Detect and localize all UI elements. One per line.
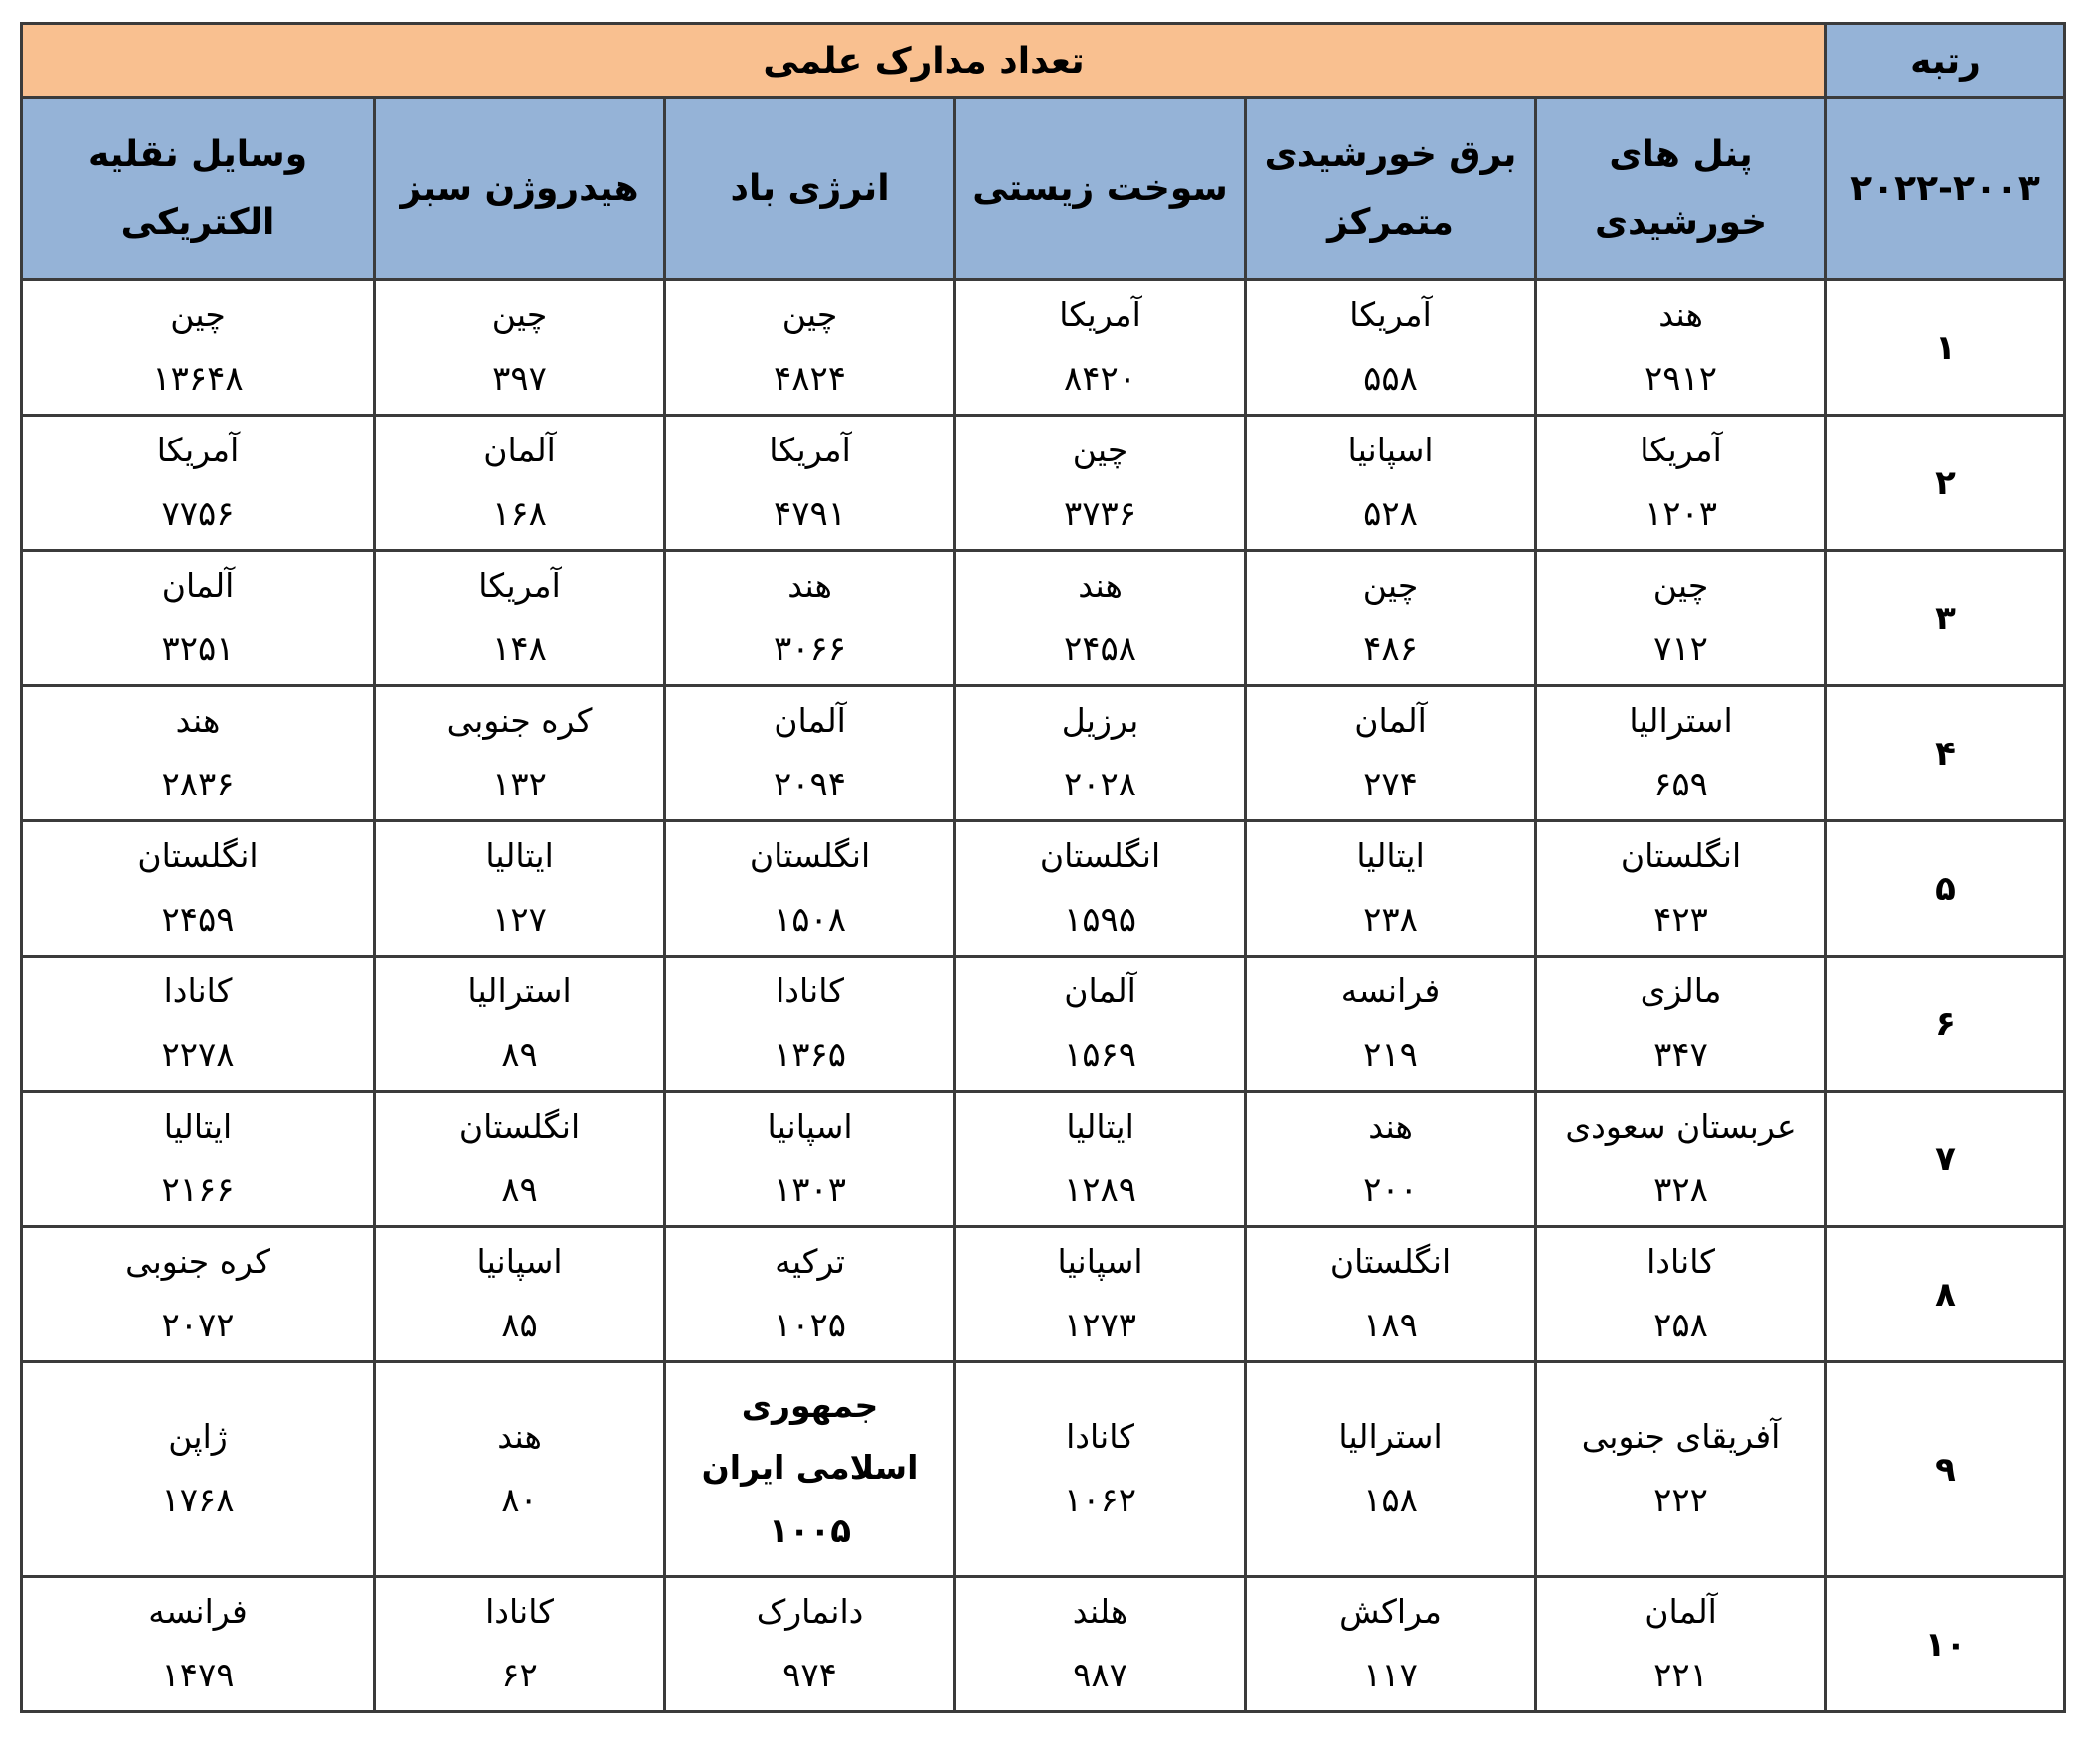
- rank-cell: ۱۰: [1826, 1577, 2065, 1712]
- table-cell: [22, 957, 375, 1092]
- country-name: آلمان: [1645, 1591, 1717, 1631]
- table-cell: [375, 416, 665, 551]
- table-cell: [375, 686, 665, 821]
- table-cell: [1536, 821, 1826, 957]
- table-cell: [22, 1092, 375, 1227]
- table-cell: [1536, 1092, 1826, 1227]
- document-count: ۱۵۶۹: [1064, 1034, 1137, 1075]
- ranking-table: [20, 22, 2066, 1713]
- country-name: چین: [491, 294, 548, 334]
- table-cell: [665, 1362, 955, 1577]
- country-name: کره جنوبی: [125, 1241, 270, 1281]
- document-count: ۳۴۷: [1653, 1034, 1708, 1075]
- table-cell: [665, 821, 955, 957]
- country-name: چین: [1362, 565, 1419, 605]
- document-count: ۹۷۴: [782, 1655, 837, 1695]
- document-count: ۸۹: [501, 1034, 538, 1075]
- table-cell: [1536, 1227, 1826, 1362]
- table-row: [22, 1092, 2065, 1227]
- table-cell: [22, 686, 375, 821]
- table-cell: [665, 551, 955, 686]
- table-cell: [955, 821, 1246, 957]
- table-cell: [1246, 280, 1536, 416]
- document-count: ۱۲۷: [492, 899, 547, 940]
- country-name: آفریقای جنوبی: [1581, 1416, 1781, 1456]
- document-count: ۱۵۰۸: [774, 899, 847, 940]
- header-row-columns: [22, 98, 2065, 280]
- document-count: ۱۸۹: [1363, 1305, 1418, 1345]
- document-count: ۲۱۶۶: [161, 1169, 235, 1210]
- document-count: ۴۷۹۱: [774, 493, 847, 534]
- country-name: استرالیا: [1338, 1416, 1443, 1456]
- document-count: ۱۷۶۸: [161, 1480, 235, 1520]
- table-cell: [22, 1577, 375, 1712]
- column-header-line: خورشیدی: [1594, 202, 1768, 243]
- rank-cell: ۵: [1826, 821, 2065, 957]
- document-count: ۴۸۶: [1363, 628, 1418, 669]
- rank-cell: ۲: [1826, 416, 2065, 551]
- document-count: ۶۲: [501, 1655, 538, 1695]
- country-name: کانادا: [163, 970, 233, 1010]
- column-header-line: برق خورشیدی: [1264, 133, 1517, 175]
- table-cell: [375, 1092, 665, 1227]
- country-name: آمریکا: [769, 430, 851, 469]
- document-count: ۳۰۶۶: [774, 628, 847, 669]
- country-name: آلمان: [1064, 970, 1136, 1010]
- document-count: ۱۳۰۳: [774, 1169, 847, 1210]
- document-count: ۱۳۶۵: [774, 1034, 847, 1075]
- table-cell: [955, 686, 1246, 821]
- country-name: اسپانیا: [1057, 1241, 1143, 1281]
- table-cell: [665, 686, 955, 821]
- document-count: ۱۳۲: [492, 764, 547, 804]
- document-count: ۱۰۶۲: [1064, 1480, 1137, 1520]
- country-name: هند: [175, 700, 221, 740]
- document-count: ۸۹: [501, 1169, 538, 1210]
- rank-cell: ۷: [1826, 1092, 2065, 1227]
- document-count: ۵۵۸: [1363, 358, 1418, 399]
- country-name: برزیل: [1061, 700, 1139, 740]
- column-header-line: انرژی باد: [730, 167, 890, 209]
- table-cell: [1246, 1092, 1536, 1227]
- column-header-solar-panels: [1536, 98, 1826, 280]
- document-count: ۳۲۵۱: [161, 628, 235, 669]
- rank-cell: ۶: [1826, 957, 2065, 1092]
- document-count: ۱۲۰۳: [1645, 493, 1718, 534]
- column-header-line: متمرکز: [1327, 202, 1454, 243]
- country-name: اسپانیا: [767, 1106, 853, 1146]
- country-name: هند: [1078, 565, 1123, 605]
- country-name: چین: [781, 294, 838, 334]
- country-name: انگلستان: [458, 1106, 581, 1146]
- country-name: ایتالیا: [1066, 1106, 1134, 1146]
- document-count: ۲۲۱: [1653, 1655, 1708, 1695]
- country-name: فرانسه: [148, 1591, 248, 1631]
- country-name: آلمان: [483, 430, 556, 469]
- country-name: ایتالیا: [1356, 835, 1425, 875]
- ranking-table-container: [20, 22, 2063, 1713]
- table-title: تعداد مدارک علمی: [22, 24, 1826, 98]
- document-count: ۲۱۹: [1363, 1034, 1418, 1075]
- document-count: ۱۰۰۵: [769, 1510, 852, 1551]
- table-cell: [955, 1092, 1246, 1227]
- table-cell: [1536, 957, 1826, 1092]
- table-cell: [1246, 416, 1536, 551]
- rank-cell: ۴: [1826, 686, 2065, 821]
- document-count: ۴۲۳: [1653, 899, 1708, 940]
- document-count: ۲۰۷۲: [161, 1305, 235, 1345]
- table-cell: [1246, 1362, 1536, 1577]
- table-cell: [22, 280, 375, 416]
- table-cell: [22, 821, 375, 957]
- rank-cell: ۱: [1826, 280, 2065, 416]
- column-header-line: هیدروژن سبز: [400, 167, 639, 209]
- table-cell: [955, 1362, 1246, 1577]
- table-cell: [375, 1362, 665, 1577]
- document-count: ۳۲۸: [1653, 1169, 1708, 1210]
- document-count: ۳۷۳۶: [1064, 493, 1137, 534]
- table-cell: [1536, 551, 1826, 686]
- table-cell: [22, 551, 375, 686]
- table-row: [22, 1362, 2065, 1577]
- table-cell: [1246, 1227, 1536, 1362]
- table-row: [22, 1577, 2065, 1712]
- country-name: انگلستان: [749, 835, 871, 875]
- country-name: چین: [170, 294, 226, 334]
- country-name: کانادا: [1066, 1416, 1134, 1456]
- document-count: ۲۰۲۸: [1064, 764, 1137, 804]
- country-name: کانادا: [1646, 1241, 1715, 1281]
- table-cell: [1246, 551, 1536, 686]
- table-cell: [1536, 280, 1826, 416]
- document-count: ۱۱۷: [1363, 1655, 1418, 1695]
- country-name: چین: [1072, 430, 1128, 469]
- table-cell: [375, 821, 665, 957]
- table-cell: [22, 1362, 375, 1577]
- document-count: ۸۵: [501, 1305, 538, 1345]
- period-header: ۲۰۲۲-۲۰۰۳: [1826, 98, 2065, 280]
- document-count: ۱۵۸: [1363, 1480, 1418, 1520]
- country-name: انگلستان: [1039, 835, 1161, 875]
- table-cell: [1536, 1577, 1826, 1712]
- country-name: آمریکا: [1349, 294, 1432, 334]
- column-header-green-hydrogen: [375, 98, 665, 280]
- country-name: چین: [1652, 565, 1709, 605]
- document-count: ۲۲۷۸: [161, 1034, 235, 1075]
- country-name: استرالیا: [467, 970, 572, 1010]
- table-cell: [22, 1227, 375, 1362]
- column-header-line: وسایل نقلیه الکتریکی: [87, 133, 308, 243]
- rank-cell: ۸: [1826, 1227, 2065, 1362]
- country-name: مراکش: [1339, 1591, 1442, 1631]
- table-cell: [955, 280, 1246, 416]
- table-cell: [375, 280, 665, 416]
- country-name: هند: [1658, 294, 1703, 334]
- country-name: اسپانیا: [476, 1241, 563, 1281]
- document-count: ۱۰۲۵: [774, 1305, 847, 1345]
- country-name: انگلستان: [1329, 1241, 1452, 1281]
- document-count: ۱۲۸۹: [1064, 1169, 1137, 1210]
- country-name: آمریکا: [478, 565, 561, 605]
- table-cell: [375, 957, 665, 1092]
- table-cell: [1536, 1362, 1826, 1577]
- table-cell: [22, 416, 375, 551]
- table-cell: [665, 280, 955, 416]
- column-header-line: سوخت زیستی: [972, 167, 1228, 209]
- table-row: [22, 280, 2065, 416]
- country-name: هند: [1368, 1106, 1413, 1146]
- column-header-wind-energy: [665, 98, 955, 280]
- column-header-concentrated-solar: [1246, 98, 1536, 280]
- document-count: ۸۴۲۰: [1064, 358, 1137, 399]
- document-count: ۶۵۹: [1653, 764, 1708, 804]
- country-name: آمریکا: [1059, 294, 1141, 334]
- country-name: آلمان: [1354, 700, 1427, 740]
- country-name: جمهوری اسلامی ایران: [701, 1385, 919, 1488]
- document-count: ۷۱۲: [1653, 628, 1708, 669]
- country-name: کره جنوبی: [446, 700, 593, 740]
- table-cell: [955, 551, 1246, 686]
- table-cell: [665, 1577, 955, 1712]
- document-count: ۲۴۵۸: [1064, 628, 1137, 669]
- table-cell: [375, 1577, 665, 1712]
- country-name: کانادا: [485, 1591, 554, 1631]
- table-row: [22, 821, 2065, 957]
- document-count: ۲۳۸: [1363, 899, 1418, 940]
- country-name: ژاپن: [168, 1416, 228, 1456]
- country-name: آمریکا: [156, 430, 240, 469]
- table-body: [22, 280, 2065, 1712]
- document-count: ۳۹۷: [492, 358, 547, 399]
- table-cell: [665, 957, 955, 1092]
- country-name: هند: [497, 1416, 542, 1456]
- table-cell: [1246, 686, 1536, 821]
- table-cell: [955, 1227, 1246, 1362]
- country-name: هند: [787, 565, 832, 605]
- document-count: ۷۷۵۶: [161, 493, 235, 534]
- country-name: آلمان: [774, 700, 846, 740]
- country-name: کانادا: [776, 970, 844, 1010]
- table-row: [22, 686, 2065, 821]
- document-count: ۹۸۷: [1073, 1655, 1127, 1695]
- country-name: مالزی: [1640, 970, 1722, 1010]
- document-count: ۵۲۸: [1363, 493, 1418, 534]
- country-name: هلند: [1072, 1591, 1128, 1631]
- table-cell: [665, 1092, 955, 1227]
- table-cell: [1536, 686, 1826, 821]
- table-cell: [955, 1577, 1246, 1712]
- document-count: ۸۰: [501, 1480, 538, 1520]
- country-name: ترکیه: [775, 1241, 845, 1281]
- country-name: انگلستان: [137, 835, 259, 875]
- table-row: [22, 551, 2065, 686]
- country-name: ایتالیا: [163, 1106, 233, 1146]
- country-name: اسپانیا: [1347, 430, 1434, 469]
- document-count: ۱۴۷۹: [161, 1655, 235, 1695]
- document-count: ۱۶۸: [492, 493, 547, 534]
- document-count: ۴۸۲۴: [774, 358, 847, 399]
- table-cell: [375, 1227, 665, 1362]
- column-header-line: پنل های: [1609, 133, 1753, 175]
- table-cell: [955, 416, 1246, 551]
- document-count: ۲۰۰: [1363, 1169, 1418, 1210]
- table-cell: [1246, 821, 1536, 957]
- table-cell: [1246, 1577, 1536, 1712]
- rank-header: رتبه: [1826, 24, 2065, 98]
- rank-cell: ۳: [1826, 551, 2065, 686]
- country-name: آمریکا: [1640, 430, 1722, 469]
- table-cell: [665, 1227, 955, 1362]
- country-name: آلمان: [161, 565, 235, 605]
- document-count: ۲۸۳۶: [161, 764, 235, 804]
- table-cell: [375, 551, 665, 686]
- country-name: عربستان سعودی: [1565, 1106, 1797, 1146]
- country-name: دانمارک: [756, 1591, 864, 1631]
- table-cell: [1536, 416, 1826, 551]
- table-cell: [665, 416, 955, 551]
- document-count: ۲۰۹۴: [774, 764, 847, 804]
- country-name: انگلستان: [1620, 835, 1742, 875]
- document-count: ۱۵۹۵: [1064, 899, 1137, 940]
- table-row: [22, 416, 2065, 551]
- column-header-electric-vehicles: [22, 98, 375, 280]
- document-count: ۲۹۱۲: [1645, 358, 1718, 399]
- document-count: ۱۲۷۳: [1064, 1305, 1137, 1345]
- document-count: ۲۷۴: [1363, 764, 1418, 804]
- table-cell: [1246, 957, 1536, 1092]
- table-row: [22, 957, 2065, 1092]
- rank-cell: ۹: [1826, 1362, 2065, 1577]
- document-count: ۱۴۸: [492, 628, 547, 669]
- table-row: [22, 1227, 2065, 1362]
- document-count: ۲۵۸: [1653, 1305, 1708, 1345]
- header-row-top: [22, 24, 2065, 98]
- country-name: استرالیا: [1629, 700, 1733, 740]
- document-count: ۲۴۵۹: [161, 899, 235, 940]
- column-header-biofuel: [955, 98, 1246, 280]
- country-name: ایتالیا: [485, 835, 554, 875]
- table-cell: [955, 957, 1246, 1092]
- document-count: ۱۳۶۴۸: [152, 358, 244, 399]
- country-name: فرانسه: [1340, 970, 1441, 1010]
- document-count: ۲۲۲: [1653, 1480, 1708, 1520]
